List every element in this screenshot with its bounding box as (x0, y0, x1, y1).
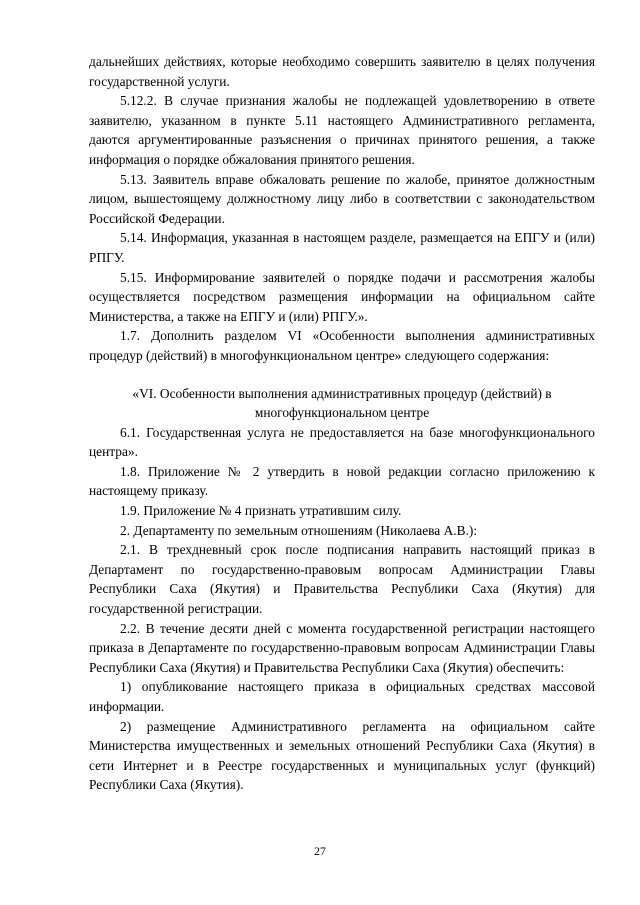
paragraph: 5.13. Заявитель вправе обжаловать решение по жалобе, принятое должностным лицом, вышестоящему должностному лицу либо в соответствии с законодательством Российской Федерации. (89, 171, 595, 226)
paragraphs-after (89, 423, 595, 795)
paragraph: 2.1. В трехдневный срок после подписания направить настоящий приказ в Департамент по государственно-правовым вопросам Администрации Главы Республики Саха (Якутия) и Правительства Республики Саха (Якутия) для государственной регистрации. (89, 542, 595, 617)
paragraph: 2. Департаменту по земельным отношениям (Николаева А.В.): (120, 522, 478, 538)
paragraph: 5.15. Информирование заявителей о порядке подачи и рассмотрения жалобы осуществляется посредством размещения информации на официальном сайте Министерства, а также на ЕПГУ и (или) РПГУ.». (89, 269, 595, 324)
section-spacer (89, 366, 595, 384)
paragraphs-before (89, 52, 595, 366)
paragraph: 2) размещение Административного регламента на официальном сайте Министерства имущественных и земельных отношений Республики Саха (Якутия) в сети Интернет и в Реестре государственных и муниципальных услуг (функций) Республики Саха (Якутия). (89, 718, 595, 793)
paragraph: дальнейших действиях, которые необходимо совершить заявителю в целях получения государственной услуги. (89, 54, 595, 89)
paragraph: 5.14. Информация, указанная в настоящем разделе, размещается на ЕПГУ и (или) РПГУ. (89, 230, 595, 265)
document-page (89, 52, 595, 795)
paragraph: 5.12.2. В случае признания жалобы не подлежащей удовлетворению в ответе заявителю, указанном в пункте 5.11 настоящего Административного регламента, даются аргументированные разъяснения о причинах принятого решения, а также информация о порядке обжалования принятого решения. (89, 93, 595, 167)
paragraph: 1.9. Приложение № 4 признать утратившим силу. (120, 503, 402, 519)
paragraph: 1) опубликование настоящего приказа в официальных средствах массовой информации. (89, 679, 595, 714)
paragraph: 1.7. Дополнить разделом VI «Особенности выполнения административных процедур (действий) в многофункциональном центре» следующего содержания: (89, 328, 595, 363)
paragraph: 6.1. Государственная услуга не предоставляется на базе многофункционального центра». (89, 424, 595, 460)
paragraph: 2.2. В течение десяти дней с момента государственной регистрации настоящего приказа в Департаменте по государственно-правовым вопросам Администрации Главы Республики Саха (Якутия) и Правительства Республики Саха (Якутия) обеспечить: (89, 620, 595, 675)
page-number: 27 (314, 844, 326, 858)
section-heading: «VI. Особенности выполнения административных процедур (действий) в многофункциональном центре (132, 385, 552, 421)
paragraph: 1.8. Приложение № 2 утвердить в новой редакции согласно приложению к настоящему приказу. (89, 463, 595, 499)
